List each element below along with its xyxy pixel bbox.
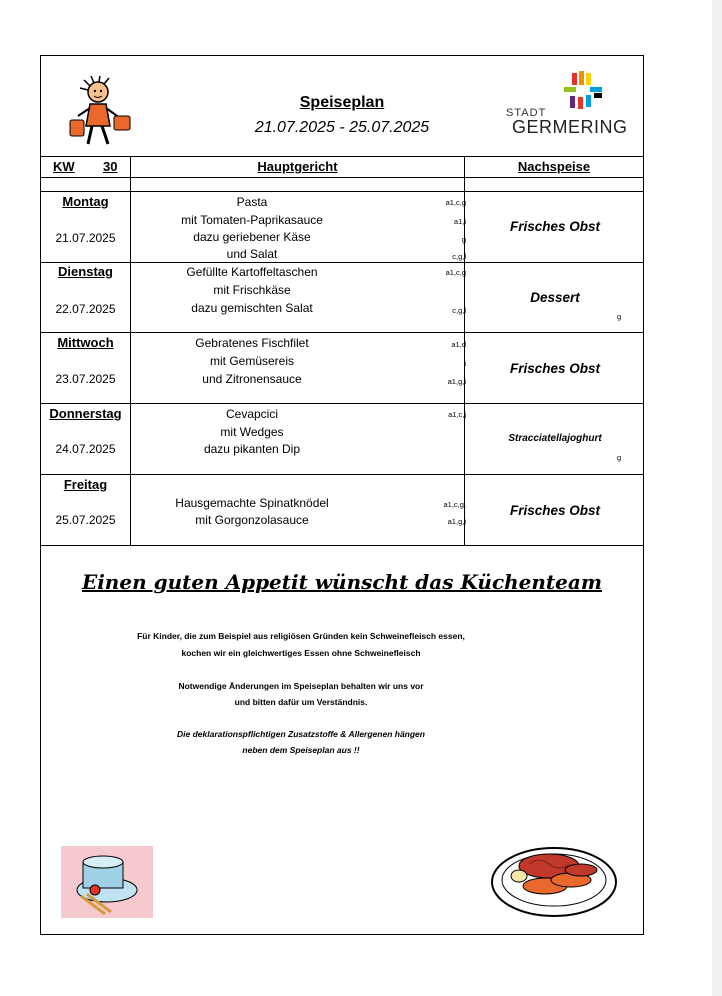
- note-line: Notwendige Änderungen im Speiseplan behalten wir uns vor: [178, 681, 424, 691]
- dish-line: Pasta: [236, 195, 268, 209]
- page-title: Speiseplan: [299, 94, 385, 111]
- logo-stadt-text: STADT: [506, 107, 547, 119]
- dish-line: dazu gemischten Salat: [191, 301, 313, 315]
- dish-line: mit Wedges: [220, 425, 284, 439]
- kw-number: 30: [103, 159, 118, 174]
- day-name: Freitag: [63, 477, 108, 492]
- kw-header: [41, 157, 130, 177]
- dessert-header: Nachspeise: [517, 159, 591, 174]
- greeting-text: [41, 570, 643, 594]
- dessert-text: Stracciatellajoghurt: [508, 433, 602, 444]
- allergen-code: a1,d: [451, 340, 466, 349]
- food-plate-icon: [489, 840, 619, 920]
- day-name: Dienstag: [58, 264, 113, 279]
- dish-line: mit Gemüsereis: [209, 354, 295, 368]
- day-date: 21.07.2025: [55, 231, 116, 245]
- dish-line: Gebratenes Fischfilet: [195, 336, 309, 350]
- date-range: 21.07.2025 - 25.07.2025: [254, 119, 430, 136]
- dish-line: und Salat: [226, 247, 278, 261]
- day-name: Montag: [62, 194, 109, 209]
- dessert-allergen-code: g: [617, 312, 622, 321]
- dessert-text: Frisches Obst: [509, 361, 601, 376]
- menu-header: [41, 56, 643, 156]
- dish-line: dazu pikanten Dip: [203, 442, 301, 456]
- menu-page: [40, 55, 644, 935]
- dish-line: Cevapcici: [225, 407, 279, 421]
- note-line: und bitten dafür um Verständnis.: [234, 697, 368, 707]
- note-line: kochen wir ein gleichwertiges Essen ohne Schweinefleisch: [181, 648, 421, 658]
- day-date: 23.07.2025: [55, 372, 116, 386]
- dessert-text: Frisches Obst: [509, 503, 601, 518]
- allergen-code: c,g,l: [452, 306, 466, 315]
- logo-germering-text: GERMERING: [512, 117, 628, 137]
- dish-line: mit Tomaten-Paprikasauce: [181, 213, 323, 227]
- dish-line: mit Gorgonzolasauce: [195, 513, 309, 527]
- allergen-code: a1,i: [453, 217, 466, 226]
- dessert-text: Frisches Obst: [509, 219, 601, 234]
- day-date: 22.07.2025: [55, 302, 116, 316]
- allergen-code: a1,c,g: [445, 268, 466, 277]
- kw-label: KW: [53, 159, 75, 174]
- cooking-pot-icon: [61, 846, 153, 918]
- dish-line: Hausgemachte Spinatknödel: [175, 496, 329, 510]
- dish-line: Gefüllte Kartoffeltaschen: [186, 265, 318, 279]
- allergen-code: a1,c,g: [445, 198, 466, 207]
- allergen-code: c,g,l: [452, 252, 466, 261]
- note-line: neben dem Speiseplan aus !!: [242, 745, 360, 755]
- dish-line: und Zitronensauce: [202, 372, 302, 386]
- dessert-allergen-code: g: [617, 453, 622, 462]
- day-date: 24.07.2025: [55, 442, 116, 456]
- greeting-label: Einen guten Appetit wünscht das Küchenteam: [81, 570, 603, 594]
- allergen-code: a1,g,i: [447, 517, 466, 526]
- allergen-code: g: [461, 235, 466, 244]
- germering-emblem-icon: [558, 71, 608, 113]
- note-line: Für Kinder, die zum Beispiel aus religiösen Gründen kein Schweinefleisch essen,: [137, 631, 465, 641]
- germering-logo: [506, 71, 626, 141]
- allergen-code: i: [464, 359, 466, 368]
- mascot-logo-icon: [66, 76, 136, 156]
- scrollbar-track[interactable]: [712, 0, 722, 996]
- dessert-text: Dessert: [530, 290, 580, 305]
- main-dish-header: Hauptgericht: [257, 159, 338, 174]
- day-date: 25.07.2025: [55, 513, 116, 527]
- dish-line: dazu geriebener Käse: [193, 230, 311, 244]
- allergen-code: a1,g,i: [447, 377, 466, 386]
- allergen-code: a1,c,g,: [443, 500, 466, 509]
- day-name: Donnerstag: [49, 406, 122, 421]
- day-name: Mittwoch: [57, 335, 114, 350]
- note-line: Die deklarationspflichtigen Zusatzstoffe & Allergenen hängen: [177, 729, 425, 739]
- allergen-code: a1,c,j: [448, 410, 466, 419]
- dish-line: mit Frischkäse: [213, 283, 291, 297]
